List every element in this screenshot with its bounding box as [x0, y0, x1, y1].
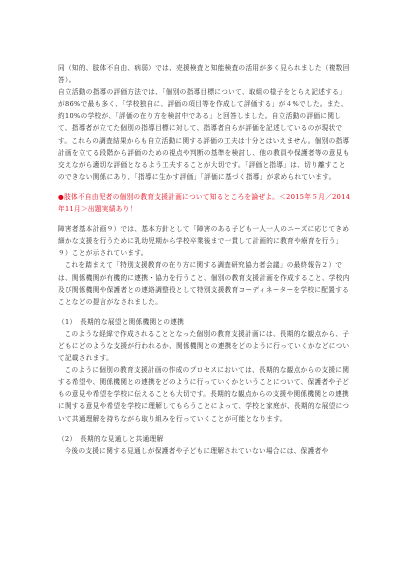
section-1-paragraph-2: このように個別の教育支援計画の作成のプロセスにおいては、長期的な観点からの支援に関する希望や、関係機関との連携をどのように行っていくかということについて、保護者や子どもの意見や希望を学校に伝えることも大切です。長期的な観点からの支援や関係機関との連携に関する意見や希望を学校に理解してもらうことによって、学校と家庭が、長期的な展望について共通理解を持ちながら取り組みを行っていくことが可能となります。 — [58, 366, 350, 423]
section-2-paragraph-1: 今後の支援に関する見通しが保護者や子どもに理解されていない場合には、保護者や — [64, 446, 329, 455]
spacer — [58, 425, 352, 433]
section-heading-1: （1） 長期的な展望と関係機関との連携 — [58, 317, 185, 326]
section-1-paragraph-1: このような経緯で作成されることとなった個別の教育支援計画には、長期的な観点から、子どもにどのような支援が行われるか、関係機関との連携をどのように行っていくかなどについて記載されます。 — [58, 329, 350, 363]
exam-question-heading: ●肢体不自由児者の個別の教育支援計画について知るところを論ぜよ。＜2015年５月／2014年11月＞出題実績あり！ — [58, 192, 351, 214]
paragraph-final-report: これを踏まえて「特別支援教育の在り方に関する調査研究協力者会議」の最終報告２）では、関係機関が有機的に連携・協力を行うこと、個別の教育支援計画を作成すること、学校内及び関係機関や保護者との連絡調整役として特別支援教育コーディネーターを学校に配置することなどの提言がなされました。 — [58, 261, 350, 306]
spacer — [58, 308, 352, 316]
paragraph-evaluation-method: 自立活動の指導の評価方法では、「個別の指導目標について、取組の様子をとらえ記述する」が86%で最も多く、「学校独自に、評価の項目等を作成して評価する」が４%でした。また、約10%の学校が、「評価の在り方を検討中である」と回答しました。自立活動の評価に関して、指導者が立てた個別の指導目標に対して、指導者自らが評価を記述しているのが現状です。これらの調査結果からも自立活動に関する評価の工夫は十分とはいえません。個別の指導計画を立てる段階から評価のための視点や判断の基準を検討し、他の教員や保護者等の意見も交えながら適切な評価となるよう工夫することが大切です。「評価と指導」は、切り離すことのできない関係にあり、「指導に生かす評価」「評価に基づく指導」が求められています。 — [58, 88, 350, 181]
paragraph-basic-plan: 障害者基本計画９）では、基本方針として「障害のある子ども一人一人のニーズに応じてきめ細かな支援を行うために乳幼児期から学校卒業後まで一貫して計画的に教育や療育を行う」９）ことが示されています。 — [58, 225, 350, 258]
spacer — [58, 215, 352, 223]
section-heading-2: （2） 長期的な見通しと共通理解 — [58, 434, 164, 443]
spacer — [58, 183, 352, 191]
paragraph-assessment-survey: 同（知的、肢体不自由、病弱）では、売援検査と知能検査の活用が多く見られました（複数回答）。 — [58, 64, 350, 85]
